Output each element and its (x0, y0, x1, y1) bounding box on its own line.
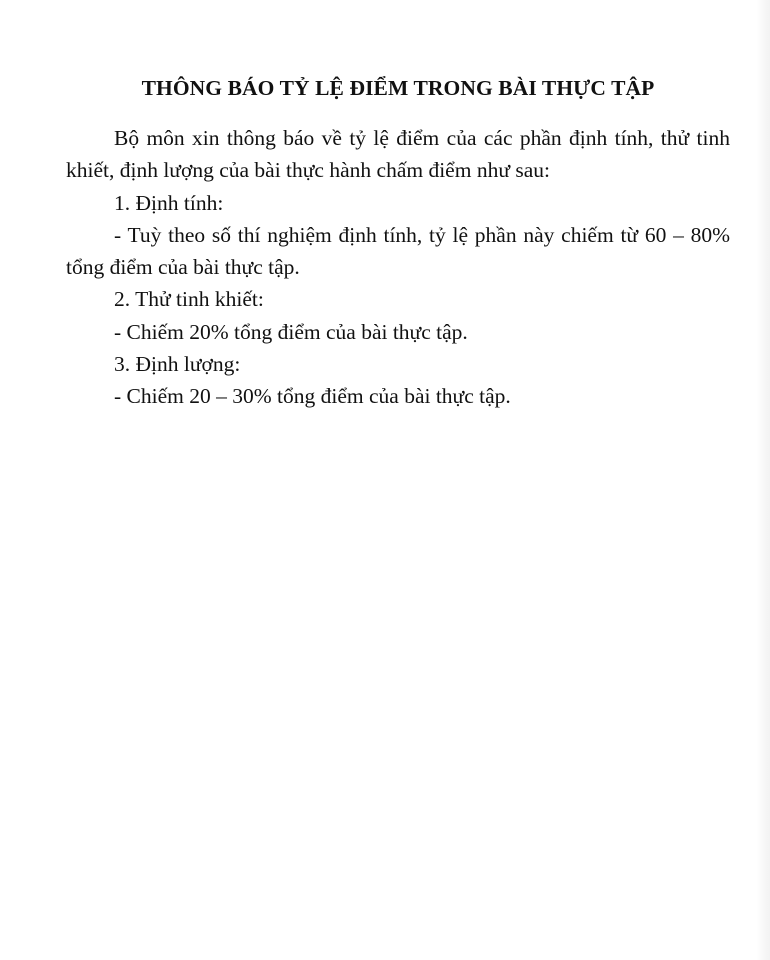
document-body (66, 72, 730, 413)
section-detail-thu-tinh-khiet: - Chiếm 20% tổng điểm của bài thực tập. (114, 319, 468, 344)
page-edge-shadow (756, 0, 770, 960)
section-heading-dinh-luong: 3. Định lượng: (114, 352, 241, 377)
section-detail-dinh-tinh: - Tuỳ theo số thí nghiệm định tính, tỷ lệ phần này chiếm từ 60 – 80% tổng điểm của bài thực tập. (66, 222, 730, 280)
section-heading-thu-tinh-khiet: 2. Thử tinh khiết: (114, 287, 264, 312)
section-heading-dinh-tinh: 1. Định tính: (114, 190, 224, 215)
document-title: THÔNG BÁO TỶ LỆ ĐIỂM TRONG BÀI THỰC TẬP (141, 76, 655, 100)
intro-paragraph: Bộ môn xin thông báo về tỷ lệ điểm của các phần định tính, thử tinh khiết, định lượng của bài thực hành chấm điểm như sau: (66, 126, 730, 183)
section-detail-dinh-luong: - Chiếm 20 – 30% tổng điểm của bài thực tập. (114, 384, 511, 409)
